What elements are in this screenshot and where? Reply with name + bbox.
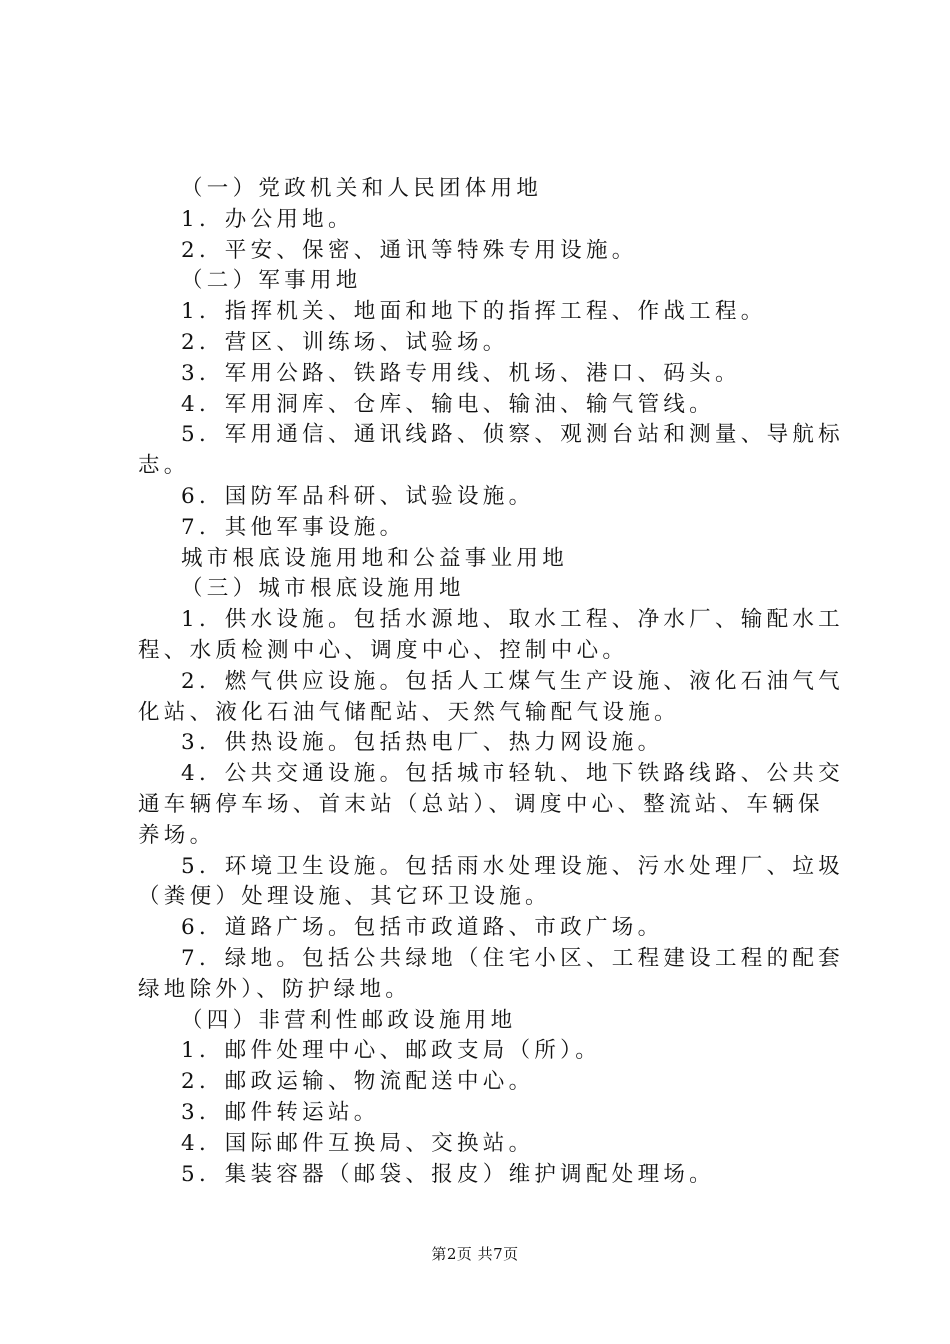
section-heading: （一）党政机关和人民团体用地: [181, 176, 543, 201]
section-heading: （三）城市根底设施用地: [181, 576, 465, 602]
list-item: 2．邮政运输、物流配送中心。: [181, 1069, 535, 1095]
list-item: 3．军用公路、铁路专用线、机场、港口、码头。: [181, 360, 741, 386]
list-item: 3．邮件转运站。: [181, 1099, 380, 1125]
list-item-continuation: 化站、液化石油气储配站、天然气输配气设施。: [138, 699, 680, 725]
list-item: 1．指挥机关、地面和地下的指挥工程、作战工程。: [181, 299, 767, 325]
list-item-continuation: 通车辆停车场、首末站（总站）、调度中心、整流站、车辆保: [138, 791, 824, 817]
list-item: 1．邮件处理中心、邮政支局（所）。: [181, 1038, 602, 1064]
list-item: 4．公共交通设施。包括城市轻轨、地下铁路线路、公共交: [181, 761, 844, 787]
list-item: 5．集装容器（邮袋、报皮）维护调配处理场。: [181, 1161, 715, 1187]
list-item-continuation: （粪便）处理设施、其它环卫设施。: [138, 884, 551, 910]
list-item-continuation: 志。: [138, 453, 190, 479]
list-item-continuation: 养场。: [138, 822, 216, 848]
list-item: 2．平安、保密、通讯等特殊专用设施。: [181, 237, 638, 263]
list-item: 7．绿地。包括公共绿地（住宅小区、工程建设工程的配套: [181, 945, 844, 971]
list-item: 7．其他军事设施。: [181, 514, 406, 540]
list-item: 6．道路广场。包括市政道路、市政广场。: [181, 915, 664, 941]
section-heading: （四）非营利性邮政设施用地: [181, 1007, 517, 1033]
list-item: 5．军用通信、通讯线路、侦察、观测台站和测量、导航标: [181, 422, 844, 448]
category-heading: 城市根底设施用地和公益事业用地: [181, 545, 569, 571]
list-item: 1．办公用地。: [181, 206, 354, 232]
list-item: 4．国际邮件互换局、交换站。: [181, 1130, 535, 1156]
document-body: [138, 174, 844, 1190]
section-heading: （二）军事用地: [181, 268, 362, 294]
list-item: 1．供水设施。包括水源地、取水工程、净水厂、输配水工: [181, 607, 844, 633]
list-item: 2．营区、训练场、试验场。: [181, 329, 509, 355]
list-item-continuation: 绿地除外）、防护绿地。: [138, 976, 412, 1002]
list-item-continuation: 程、水质检测中心、调度中心、控制中心。: [138, 637, 629, 663]
page-number-footer: 第2页 共7页: [431, 1245, 519, 1263]
list-item: 5．环境卫生设施。包括雨水处理设施、污水处理厂、垃圾: [181, 853, 844, 879]
list-item: 4．军用洞库、仓库、输电、输油、输气管线。: [181, 391, 715, 417]
list-item: 2．燃气供应设施。包括人工煤气生产设施、液化石油气气: [181, 668, 844, 694]
list-item: 3．供热设施。包括热电厂、热力网设施。: [181, 730, 664, 756]
list-item: 6．国防军品科研、试验设施。: [181, 483, 535, 509]
